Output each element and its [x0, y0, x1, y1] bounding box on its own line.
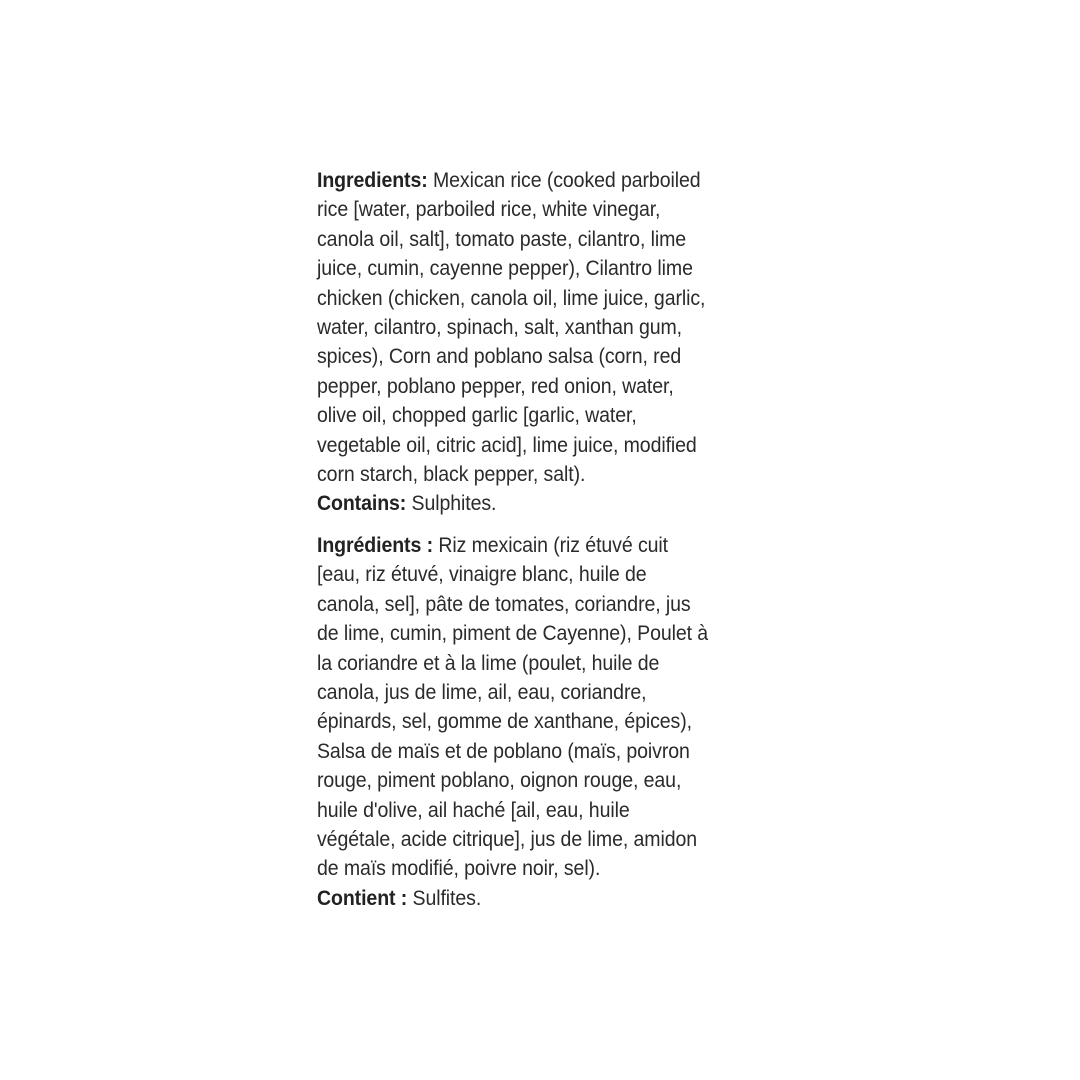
- ingredients-line: vegetable oil, citric acid], lime juice, modified: [317, 433, 697, 457]
- contains-heading: Contient :: [317, 886, 408, 910]
- ingredients-heading: Ingrédients :: [317, 533, 433, 557]
- contains-heading: Contains:: [317, 492, 407, 516]
- ingredients-line: olive oil, chopped garlic [garlic, water,: [317, 404, 637, 428]
- ingredients-line: rouge, piment poblano, oignon rouge, eau,: [317, 769, 682, 793]
- ingredients-line: de lime, cumin, piment de Cayenne), Poulet à: [317, 622, 709, 646]
- ingredients-line: juice, cumin, cayenne pepper), Cilantro lime: [317, 257, 693, 281]
- english-ingredients-block: [317, 166, 731, 519]
- ingredients-line: [eau, riz étuvé, vinaigre blanc, huile de: [317, 563, 647, 587]
- ingredients-text: Riz mexicain (riz étuvé cuit: [432, 533, 668, 557]
- ingredients-line: pepper, poblano pepper, red onion, water,: [317, 374, 674, 398]
- ingredients-line: chicken (chicken, canola oil, lime juice, garlic,: [317, 286, 706, 310]
- ingredients-line: végétale, acide citrique], jus de lime, amidon: [317, 827, 698, 851]
- ingredients-line: [317, 166, 731, 195]
- ingredients-line: [317, 531, 731, 560]
- ingredients-line: huile d'olive, ail haché [ail, eau, huile: [317, 798, 630, 822]
- ingredients-heading: Ingredients:: [317, 169, 428, 192]
- contains-text: Sulfites.: [407, 886, 482, 910]
- ingredients-line: canola oil, salt], tomato paste, cilantro, lime: [317, 227, 687, 251]
- french-ingredients-block: [317, 531, 731, 913]
- ingredients-line: canola, jus de lime, ail, eau, coriandre,: [317, 680, 647, 704]
- ingredients-line: la coriandre et à la lime (poulet, huile de: [317, 651, 660, 675]
- ingredients-line: épinards, sel, gomme de xanthane, épices),: [317, 710, 692, 734]
- ingredients-label-panel: [317, 166, 731, 913]
- allergen-line: [317, 884, 731, 913]
- ingredients-line: water, cilantro, spinach, salt, xanthan gum,: [317, 316, 683, 340]
- allergen-line: [317, 489, 731, 518]
- ingredients-line: de maïs modifié, poivre noir, sel).: [317, 857, 601, 881]
- ingredients-line: Salsa de maïs et de poblano (maïs, poivron: [317, 739, 690, 763]
- ingredients-text: Mexican rice (cooked parboiled: [427, 169, 701, 192]
- ingredients-line: canola, sel], pâte de tomates, coriandre, jus: [317, 592, 691, 616]
- ingredients-line: rice [water, parboiled rice, white vinegar,: [317, 198, 661, 222]
- ingredients-line: spices), Corn and poblano salsa (corn, red: [317, 345, 682, 369]
- contains-text: Sulphites.: [406, 492, 497, 516]
- ingredients-line: corn starch, black pepper, salt).: [317, 463, 586, 487]
